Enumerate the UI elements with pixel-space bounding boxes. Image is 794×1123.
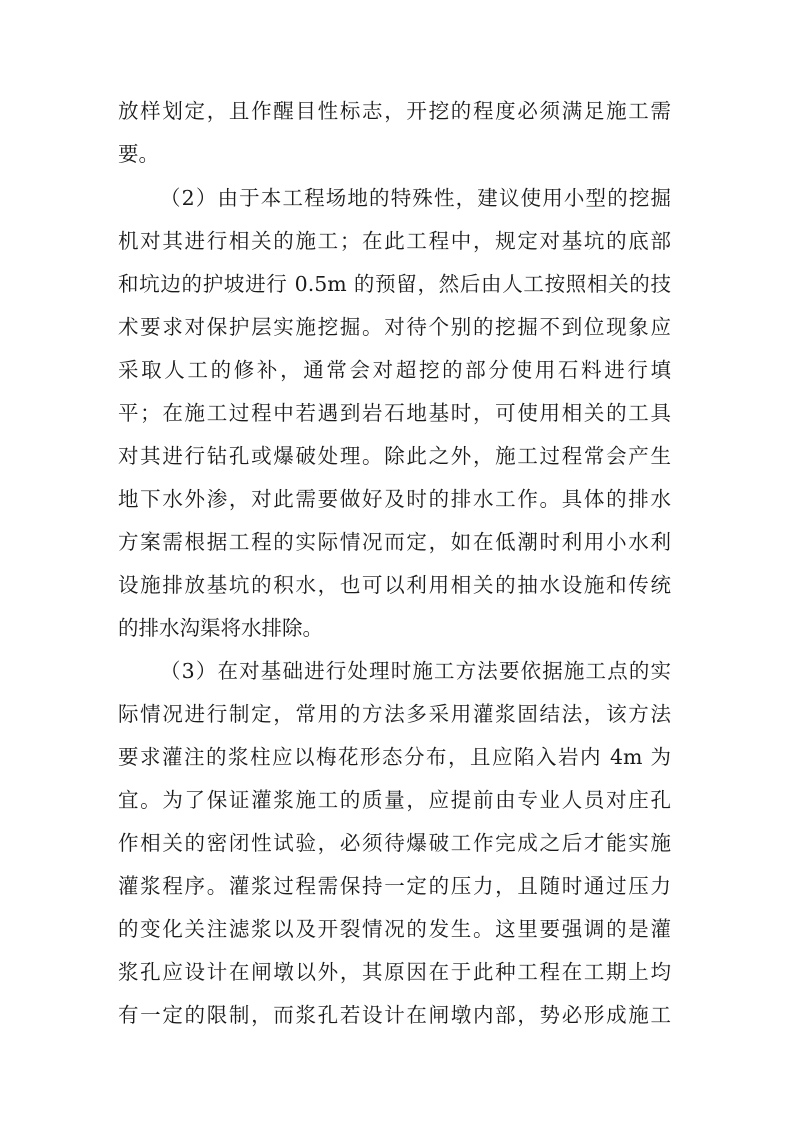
text-line: 放样划定，且作醒目性标志，开挖的程度必须满足施工需 (118, 99, 671, 123)
text-line: 际情况进行制定，常用的方法多采用灌浆固结法，该方法 (118, 702, 671, 726)
paragraph-2-start: （2）由于本工程场地的特殊性，建议使用小型的挖掘 (160, 186, 671, 210)
text-line: 方案需根据工程的实际情况而定，如在低潮时利用小水利 (118, 530, 671, 554)
text-line: 的变化关注滤浆以及开裂情况的发生。这里要强调的是灌 (118, 917, 671, 941)
text-line: 和坑边的护坡进行 0.5m 的预留，然后由人工按照相关的技 (118, 272, 671, 296)
text-line: 有一定的限制，而浆孔若设计在闸墩内部，势必形成施工 (118, 1003, 671, 1027)
text-line: 的排水沟渠将水排除。 (118, 616, 323, 640)
text-line: 对其进行钻孔或爆破处理。除此之外，施工过程常会产生 (118, 444, 671, 468)
text-line: 平；在施工过程中若遇到岩石地基时，可使用相关的工具 (118, 401, 671, 425)
text-line: 浆孔应设计在闸墩以外，其原因在于此种工程在工期上均 (118, 960, 671, 984)
text-line: 机对其进行相关的施工；在此工程中，规定对基坑的底部 (118, 229, 671, 253)
paragraph-3-start: （3）在对基础进行处理时施工方法要依据施工点的实 (160, 659, 671, 683)
text-line: 灌浆程序。灌浆过程需保持一定的压力，且随时通过压力 (118, 874, 671, 898)
text-line: 地下水外渗，对此需要做好及时的排水工作。具体的排水 (118, 487, 671, 511)
text-line: 作相关的密闭性试验，必须待爆破工作完成之后才能实施 (118, 831, 671, 855)
text-line: 术要求对保护层实施挖掘。对待个别的挖掘不到位现象应 (118, 315, 671, 339)
text-line: 宜。为了保证灌浆施工的质量，应提前由专业人员对庄孔 (118, 788, 671, 812)
text-line: 要。 (118, 142, 159, 166)
text-line: 要求灌注的浆柱应以梅花形态分布，且应陷入岩内 4m 为 (118, 745, 671, 769)
text-line: 采取人工的修补，通常会对超挖的部分使用石料进行填 (118, 358, 671, 382)
text-line: 设施排放基坑的积水，也可以利用相关的抽水设施和传统 (118, 573, 671, 597)
